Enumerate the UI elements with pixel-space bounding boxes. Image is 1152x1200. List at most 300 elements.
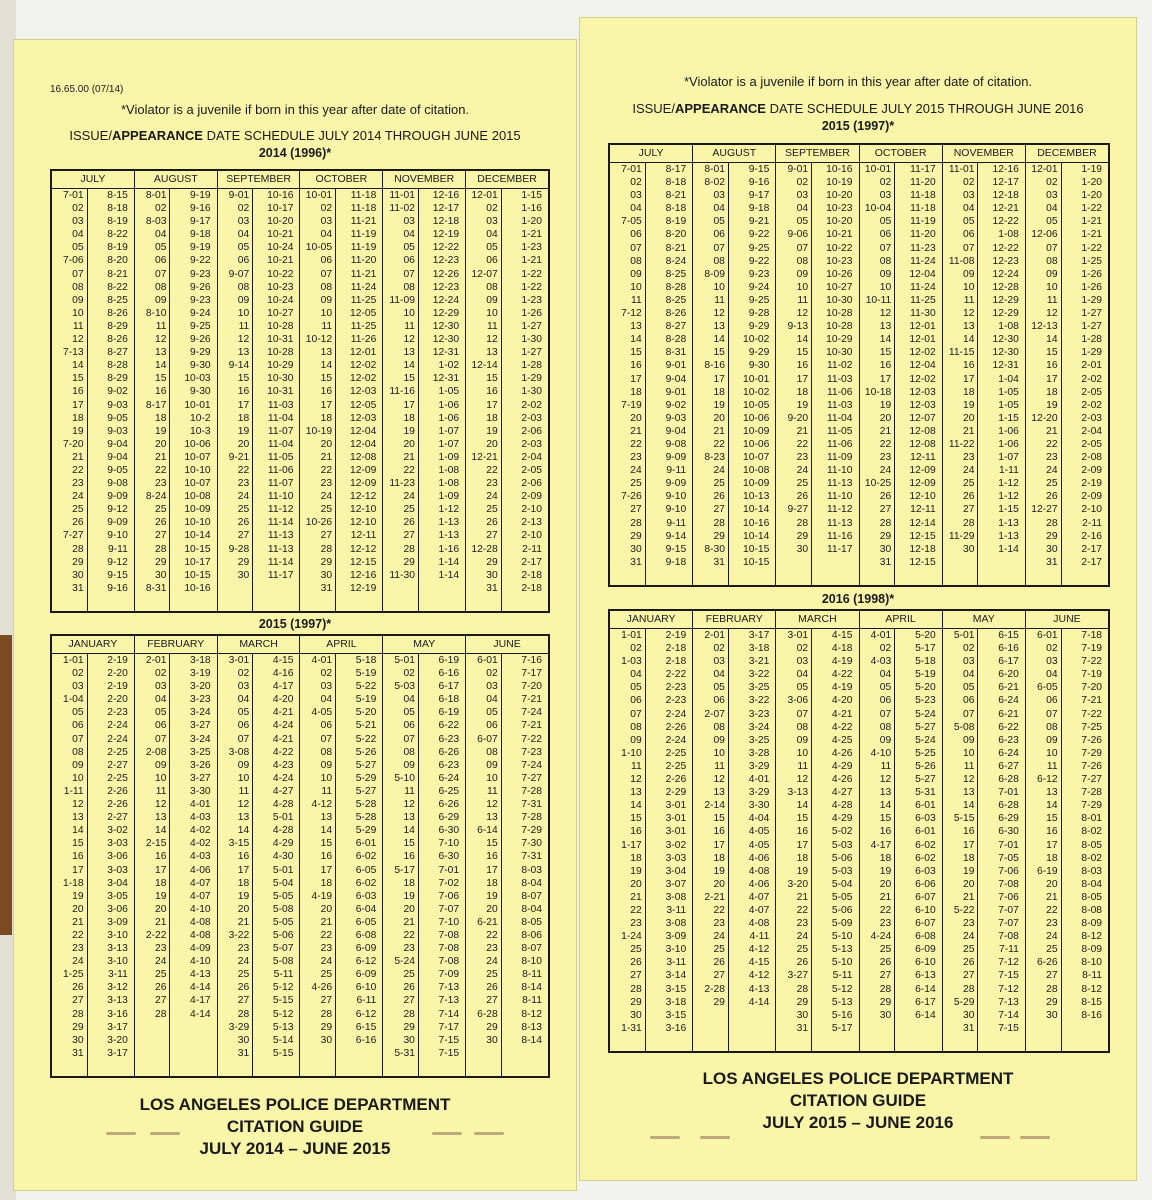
issue-date: 27 <box>320 995 333 1007</box>
issue-date: 09 <box>486 759 498 771</box>
appearance-date: 10-28 <box>267 320 294 332</box>
appearance-date: 5-06 <box>272 929 294 941</box>
issue-date: 11 <box>797 760 809 772</box>
appearance-date: 12-07 <box>909 412 936 424</box>
appearance-date: 2-22 <box>665 669 687 681</box>
issue-date: 23 <box>237 478 250 490</box>
issue-date: 16 <box>486 851 498 863</box>
issue-date: 27 <box>879 504 892 516</box>
appearance-date: 8-20 <box>107 255 128 267</box>
issue-date: 05 <box>154 707 167 719</box>
appearance-date: 12-30 <box>992 347 1019 359</box>
issue-date: 29 <box>879 996 892 1008</box>
issue-date: 26 <box>796 957 809 969</box>
issue-date: 22 <box>320 929 333 941</box>
appearance-date: 1-28 <box>1081 334 1103 346</box>
appearance-date: 11-18 <box>910 203 936 215</box>
appearance-date: 6-16 <box>998 643 1019 655</box>
issue-date: 19 <box>879 399 892 411</box>
appearance-date: 10-29 <box>826 334 853 346</box>
issue-date-column <box>300 654 336 1076</box>
issue-date: 11 <box>487 320 498 332</box>
appearance-date: 11-10 <box>826 465 853 477</box>
appearance-date: 5-01 <box>272 812 294 824</box>
issue-date: 18 <box>713 386 725 398</box>
appearance-date-column <box>88 654 134 1076</box>
appearance-date: 10-07 <box>184 451 211 463</box>
issue-date: 02 <box>486 668 498 680</box>
issue-date: 1-01 <box>621 630 642 641</box>
appearance-date: 9-15 <box>107 569 128 581</box>
issue-date: 4-01 <box>311 655 333 666</box>
month-rows <box>300 189 382 611</box>
issue-date: 04 <box>962 669 975 681</box>
issue-date: 24 <box>237 956 250 968</box>
issue-date: 05 <box>879 216 892 228</box>
issue-date: 18 <box>879 852 892 864</box>
issue-date: 11 <box>238 785 250 797</box>
appearance-date: 7-29 <box>1081 747 1103 759</box>
issue-date: 10 <box>320 307 333 319</box>
staple-mark <box>150 1132 180 1135</box>
heading-rest: DATE SCHEDULE JULY 2014 THROUGH JUNE 2015 <box>202 128 521 143</box>
issue-date: 04 <box>403 229 415 241</box>
month-rows <box>943 163 1025 585</box>
appearance-date: 7-15 <box>998 1022 1019 1034</box>
issue-date: 10-01 <box>305 190 333 201</box>
issue-date: 24 <box>1046 465 1058 477</box>
appearance-date: 4-15 <box>748 957 770 969</box>
appearance-date: 8-19 <box>665 216 687 228</box>
issue-date: 02 <box>72 668 84 680</box>
appearance-date: 1-21 <box>521 255 542 267</box>
appearance-date: 8-05 <box>1081 891 1103 903</box>
appearance-date: 9-15 <box>665 543 687 555</box>
appearance-date: 4-08 <box>748 918 770 930</box>
appearance-date: 3-19 <box>190 668 211 680</box>
issue-date: 05 <box>796 216 809 228</box>
appearance-date: 4-22 <box>272 746 294 758</box>
issue-date: 16 <box>1046 360 1058 372</box>
appearance-date: 8-14 <box>521 982 542 994</box>
issue-date: 13 <box>320 347 333 359</box>
issue-date: 22 <box>154 464 167 476</box>
appearance-date: 10-21 <box>267 229 294 241</box>
issue-date: 18 <box>320 412 333 424</box>
appearance-date: 5-28 <box>355 799 377 811</box>
month-column-january <box>610 611 692 1051</box>
appearance-date: 8-29 <box>107 373 128 385</box>
staple-mark <box>650 1136 680 1139</box>
appearance-date: 2-09 <box>1081 491 1103 503</box>
appearance-date: 8-08 <box>1081 904 1103 916</box>
issue-date: 26 <box>962 491 975 503</box>
appearance-date: 6-19 <box>438 707 460 719</box>
schedule-table-2015 <box>608 143 1110 587</box>
appearance-date: 5-26 <box>915 760 936 772</box>
appearance-date: 2-02 <box>521 399 542 411</box>
appearance-date: 10-28 <box>267 347 294 359</box>
issue-date: 30 <box>320 1034 333 1046</box>
issue-date: 24 <box>713 465 725 477</box>
issue-date: 13 <box>403 347 415 359</box>
background-tab <box>0 635 12 935</box>
appearance-date: 10-31 <box>267 386 294 398</box>
appearance-date: 10-02 <box>743 334 770 346</box>
issue-date: 13 <box>403 812 415 824</box>
issue-date: 7-27 <box>63 530 84 542</box>
issue-date: 18 <box>1046 386 1058 398</box>
issue-date: 09 <box>320 759 333 771</box>
appearance-date: 12-26 <box>432 268 460 280</box>
issue-date: 12 <box>796 308 809 320</box>
appearance-date: 12-23 <box>992 255 1019 267</box>
issue-date: 17 <box>320 399 333 411</box>
issue-date: 8-23 <box>704 452 725 464</box>
issue-date: 23 <box>237 943 250 955</box>
appearance-date: 4-13 <box>748 983 770 995</box>
appearance-date: 7-07 <box>998 918 1019 930</box>
issue-date: 02 <box>1046 643 1058 655</box>
issue-date: 28 <box>713 517 725 529</box>
issue-date: 25 <box>962 478 975 490</box>
issue-date: 03 <box>320 681 333 693</box>
appearance-date: 8-21 <box>665 190 687 202</box>
issue-date: 28 <box>72 1008 84 1020</box>
issue-date: 22 <box>713 438 725 450</box>
appearance-date: 12-01 <box>909 321 936 333</box>
appearance-date: 12-03 <box>909 399 936 411</box>
appearance-date: 11-19 <box>910 216 936 228</box>
issue-date: 03 <box>72 681 84 693</box>
issue-date: 24 <box>237 491 250 503</box>
appearance-date: 4-17 <box>272 681 294 693</box>
appearance-date: 12-10 <box>349 504 377 516</box>
appearance-date-column <box>895 629 941 1051</box>
appearance-date: 7-14 <box>998 1009 1019 1021</box>
appearance-date: 4-04 <box>748 813 770 825</box>
issue-date: 4-12 <box>311 799 333 811</box>
issue-date: 15 <box>713 347 725 359</box>
appearance-date: 3-27 <box>190 720 211 732</box>
appearance-date: 7-15 <box>438 1034 460 1046</box>
appearance-date: 9-30 <box>190 360 211 372</box>
month-rows <box>693 163 775 585</box>
appearance-date: 9-17 <box>190 216 211 228</box>
appearance-date: 5-09 <box>831 918 853 930</box>
issue-date: 09 <box>486 294 498 306</box>
appearance-date: 3-26 <box>190 759 211 771</box>
issue-date: 08 <box>403 281 415 293</box>
issue-date: 25 <box>630 478 642 490</box>
issue-date: 18 <box>630 852 642 864</box>
month-header: MARCH <box>776 611 858 629</box>
issue-date: 16 <box>1046 826 1058 838</box>
appearance-date: 3-01 <box>665 826 687 838</box>
appearance-date: 2-05 <box>1081 438 1103 450</box>
appearance-date: 2-26 <box>665 774 687 786</box>
issue-date: 19 <box>237 425 250 437</box>
issue-date: 30 <box>879 543 892 555</box>
issue-date: 17 <box>962 373 975 385</box>
appearance-date-column <box>170 654 216 1076</box>
issue-date: 22 <box>879 438 892 450</box>
appearance-date: 4-05 <box>748 826 770 838</box>
appearance-date: 11-20 <box>910 229 936 241</box>
appearance-date: 2-26 <box>107 785 128 797</box>
issue-date: 19 <box>72 890 84 902</box>
appearance-date: 2-06 <box>521 478 542 490</box>
staple-mark <box>474 1132 504 1135</box>
appearance-date: 5-19 <box>915 669 936 681</box>
appearance-date: 7-21 <box>521 694 542 706</box>
issue-date: 17 <box>237 864 250 876</box>
appearance-date: 4-11 <box>749 931 770 943</box>
appearance-date: 11-03 <box>826 373 853 385</box>
appearance-date: 12-31 <box>432 347 460 359</box>
appearance-date: 10-16 <box>743 517 770 529</box>
appearance-date-column <box>419 189 465 611</box>
appearance-date: 3-18 <box>190 655 211 666</box>
issue-date: 15 <box>486 373 498 385</box>
appearance-date: 7-14 <box>438 1008 460 1020</box>
issue-date: 5-01 <box>953 630 975 641</box>
issue-date: 15 <box>879 347 892 359</box>
issue-date: 30 <box>1046 543 1058 555</box>
issue-date: 23 <box>403 943 415 955</box>
appearance-date: 1-15 <box>998 412 1019 424</box>
issue-date: 1-25 <box>63 969 84 981</box>
appearance-date: 6-18 <box>438 694 460 706</box>
issue-date: 4-26 <box>311 982 333 994</box>
issue-date: 03 <box>486 216 498 228</box>
appearance-date: 10-20 <box>826 190 853 202</box>
issue-date: 5-08 <box>953 721 975 733</box>
issue-date: 6-21 <box>477 916 498 928</box>
appearance-date: 6-26 <box>438 799 460 811</box>
issue-date: 10 <box>1046 747 1058 759</box>
appearance-date: 3-18 <box>665 996 687 1008</box>
issue-date: 10-19 <box>305 425 333 437</box>
issue-date: 21 <box>630 425 642 437</box>
appearance-date: 7-08 <box>998 878 1019 890</box>
month-column-september <box>217 171 300 611</box>
issue-date: 09 <box>320 294 333 306</box>
issue-date: 06 <box>713 695 725 707</box>
appearance-date: 8-11 <box>1082 970 1103 982</box>
department-footer <box>14 1094 576 1160</box>
appearance-date: 7-29 <box>521 825 542 837</box>
issue-date: 13 <box>630 321 642 333</box>
issue-date: 02 <box>879 643 892 655</box>
issue-date: 14 <box>237 825 250 837</box>
appearance-date: 7-24 <box>521 759 542 771</box>
appearance-date: 2-06 <box>521 425 542 437</box>
appearance-date: 8-14 <box>521 1034 542 1046</box>
issue-date: 06 <box>962 695 975 707</box>
issue-date: 10-25 <box>864 478 892 490</box>
appearance-date: 6-09 <box>915 944 936 956</box>
issue-date: 3-01 <box>787 630 809 641</box>
top-year-caption: 2014 (1996)* <box>258 146 332 160</box>
appearance-date: 11-03 <box>826 399 853 411</box>
appearance-date: 4-08 <box>190 929 211 941</box>
issue-date: 21 <box>796 891 809 903</box>
issue-date: 23 <box>320 943 333 955</box>
issue-date: 31 <box>879 556 892 568</box>
issue-date: 23 <box>154 478 167 490</box>
month-rows <box>466 189 548 611</box>
appearance-date: 7-20 <box>521 681 542 693</box>
issue-date: 08 <box>1046 721 1058 733</box>
appearance-date-column <box>502 189 548 611</box>
issue-date: 10 <box>486 307 498 319</box>
appearance-date: 9-18 <box>190 229 211 241</box>
issue-date: 22 <box>486 464 498 476</box>
issue-date: 28 <box>320 543 333 555</box>
issue-date: 20 <box>320 438 333 450</box>
issue-date: 30 <box>403 1034 415 1046</box>
issue-date: 09 <box>630 734 642 746</box>
issue-date: 05 <box>796 682 809 694</box>
appearance-date: 11-02 <box>826 360 853 372</box>
issue-date: 05 <box>962 216 975 228</box>
appearance-date-column <box>646 163 692 585</box>
issue-date: 13 <box>486 812 498 824</box>
issue-date: 19 <box>154 890 167 902</box>
issue-date: 03 <box>486 681 498 693</box>
month-header: APRIL <box>300 636 382 654</box>
issue-date: 7-06 <box>63 255 84 267</box>
issue-date: 26 <box>72 982 84 994</box>
issue-date: 06 <box>630 695 642 707</box>
appearance-date: 9-17 <box>748 190 770 202</box>
issue-date: 25 <box>879 944 892 956</box>
issue-date: 10-12 <box>305 334 333 346</box>
appearance-date: 4-10 <box>190 956 211 968</box>
issue-date: 12 <box>962 774 975 786</box>
issue-date: 07 <box>72 733 84 745</box>
appearance-date: 11-13 <box>267 543 294 555</box>
appearance-date: 3-22 <box>748 669 770 681</box>
issue-date: 29 <box>72 1021 84 1033</box>
issue-date: 31 <box>72 1047 84 1059</box>
appearance-date: 4-16 <box>272 668 294 680</box>
appearance-date-column <box>170 189 216 611</box>
appearance-date: 8-26 <box>107 334 128 346</box>
appearance-date: 9-18 <box>665 556 687 568</box>
appearance-date: 1-22 <box>1081 242 1103 254</box>
appearance-date: 3-17 <box>748 630 770 641</box>
issue-date: 13 <box>486 347 498 359</box>
appearance-date: 4-12 <box>748 944 770 956</box>
appearance-date: 6-21 <box>998 708 1019 720</box>
issue-date: 26 <box>237 982 250 994</box>
appearance-date: 3-20 <box>107 1034 128 1046</box>
issue-date: 19 <box>72 425 84 437</box>
appearance-date: 1-13 <box>438 517 460 529</box>
appearance-date: 3-24 <box>748 721 770 733</box>
issue-date: 11 <box>238 320 250 332</box>
appearance-date: 5-12 <box>272 982 294 994</box>
appearance-date: 5-18 <box>355 655 377 666</box>
issue-date: 6-05 <box>1037 682 1058 694</box>
issue-date: 20 <box>320 903 333 915</box>
appearance-date: 10-17 <box>267 203 294 215</box>
appearance-date: 8-28 <box>107 360 128 372</box>
appearance-date: 6-07 <box>915 891 936 903</box>
appearance-date: 6-02 <box>355 877 377 889</box>
issue-date: 21 <box>630 891 642 903</box>
issue-date: 02 <box>72 203 84 215</box>
issue-date: 30 <box>962 543 975 555</box>
appearance-date: 5-12 <box>272 1008 294 1020</box>
appearance-date: 2-24 <box>107 720 128 732</box>
appearance-date: 4-03 <box>190 812 211 824</box>
appearance-date: 10-16 <box>267 190 294 201</box>
appearance-date: 12-05 <box>349 307 377 319</box>
issue-date: 20 <box>486 903 498 915</box>
appearance-date: 11-12 <box>267 504 294 516</box>
issue-date: 23 <box>320 478 333 490</box>
appearance-date: 2-03 <box>521 438 542 450</box>
month-rows <box>693 629 775 1051</box>
issue-date: 28 <box>1046 517 1058 529</box>
appearance-date: 7-17 <box>438 1021 460 1033</box>
issue-date: 9-01 <box>228 190 250 201</box>
issue-date: 30 <box>630 1009 642 1021</box>
appearance-date: 1-23 <box>521 294 542 306</box>
issue-date-column <box>218 654 254 1076</box>
issue-date: 28 <box>154 1008 167 1020</box>
issue-date: 17 <box>713 373 725 385</box>
appearance-date: 8-27 <box>107 347 128 359</box>
month-column-november <box>942 145 1025 585</box>
appearance-date: 6-01 <box>915 826 936 838</box>
appearance-date: 7-01 <box>438 864 460 876</box>
month-rows <box>52 654 134 1076</box>
issue-date: 21 <box>403 916 415 928</box>
month-header: SEPTEMBER <box>776 145 858 163</box>
appearance-date: 12-02 <box>909 347 936 359</box>
appearance-date: 11-14 <box>267 517 294 529</box>
issue-date: 7-12 <box>621 308 642 320</box>
appearance-date: 4-14 <box>190 1008 211 1020</box>
issue-date: 06 <box>403 255 415 267</box>
appearance-date: 2-18 <box>665 643 687 655</box>
appearance-date: 5-16 <box>831 1009 853 1021</box>
issue-date: 03 <box>72 216 84 228</box>
issue-date: 20 <box>154 438 167 450</box>
appearance-date-column <box>88 189 134 611</box>
appearance-date: 9-09 <box>665 478 687 490</box>
appearance-date: 7-13 <box>438 995 460 1007</box>
issue-date: 26 <box>154 517 167 529</box>
appearance-date: 7-19 <box>1081 643 1103 655</box>
issue-date: 19 <box>962 865 975 877</box>
appearance-date: 10-16 <box>184 582 211 594</box>
issue-date: 24 <box>320 956 333 968</box>
issue-date: 13 <box>72 812 84 824</box>
issue-date: 2-28 <box>704 983 725 995</box>
appearance-date: 8-01 <box>1081 813 1103 825</box>
appearance-date: 10-10 <box>184 517 211 529</box>
appearance-date: 10-3 <box>190 425 211 437</box>
issue-date: 25 <box>796 478 809 490</box>
issue-date: 07 <box>796 708 809 720</box>
appearance-date: 9-08 <box>107 478 128 490</box>
issue-date: 28 <box>962 983 975 995</box>
